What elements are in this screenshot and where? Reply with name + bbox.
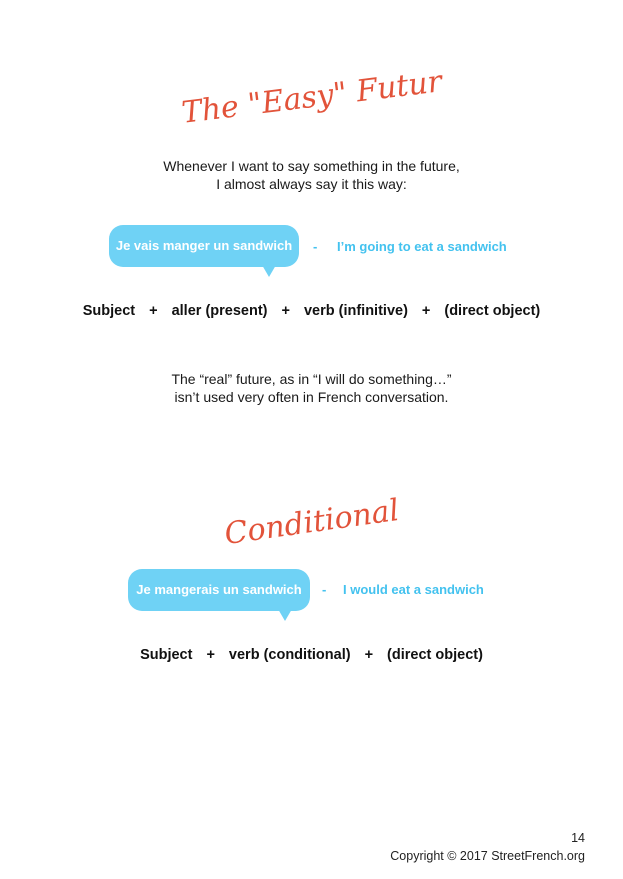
example-translation: I’m going to eat a sandwich <box>337 239 507 254</box>
example-speech-bubble <box>109 225 299 267</box>
formula-easy-future <box>0 303 623 319</box>
formula-part-verb: verb (conditional) <box>228 647 351 663</box>
formula-plus: + <box>149 303 158 319</box>
formula-part-object: (direct object) <box>444 303 541 319</box>
example-bubble-text: Je vais manger un sandwich <box>115 238 293 253</box>
formula-part-object: (direct object) <box>387 647 483 663</box>
section-title-conditional <box>0 492 623 553</box>
formula-part-aller: aller (present) <box>171 303 268 319</box>
note-text <box>0 370 623 406</box>
formula-conditional <box>0 647 623 663</box>
section-title-conditional-text: Conditional <box>222 492 401 553</box>
intro-line-1: Whenever I want to say something in the future, <box>163 158 460 174</box>
section-title-easy-future-text: The "Easy" Futur <box>179 64 444 131</box>
conditional-bubble-text: Je mangerais un sandwich <box>136 582 302 597</box>
example-dash: - <box>313 239 318 254</box>
intro-line-2: I almost always say it this way: <box>216 176 407 192</box>
conditional-translation: I would eat a sandwich <box>343 582 484 597</box>
page-number: 14 <box>571 831 585 845</box>
formula-plus: + <box>421 303 431 319</box>
speech-bubble-tail-icon <box>262 265 276 277</box>
formula-part-subject: Subject <box>82 303 136 319</box>
conditional-dash: - <box>322 582 327 597</box>
note-line-2: isn’t used very often in French conversation. <box>174 389 449 405</box>
section-title-easy-future <box>0 64 623 131</box>
speech-bubble-tail-icon <box>278 609 292 621</box>
note-line-1: The “real” future, as in “I will do something…” <box>171 371 452 387</box>
formula-plus: + <box>281 303 290 319</box>
formula-plus: + <box>206 647 215 663</box>
conditional-speech-bubble <box>128 569 310 611</box>
copyright-text: Copyright © 2017 StreetFrench.org <box>390 849 585 863</box>
formula-part-subject: Subject <box>140 647 193 663</box>
formula-part-verb: verb (infinitive) <box>303 303 408 319</box>
formula-plus: + <box>364 647 374 663</box>
intro-text <box>0 157 623 193</box>
